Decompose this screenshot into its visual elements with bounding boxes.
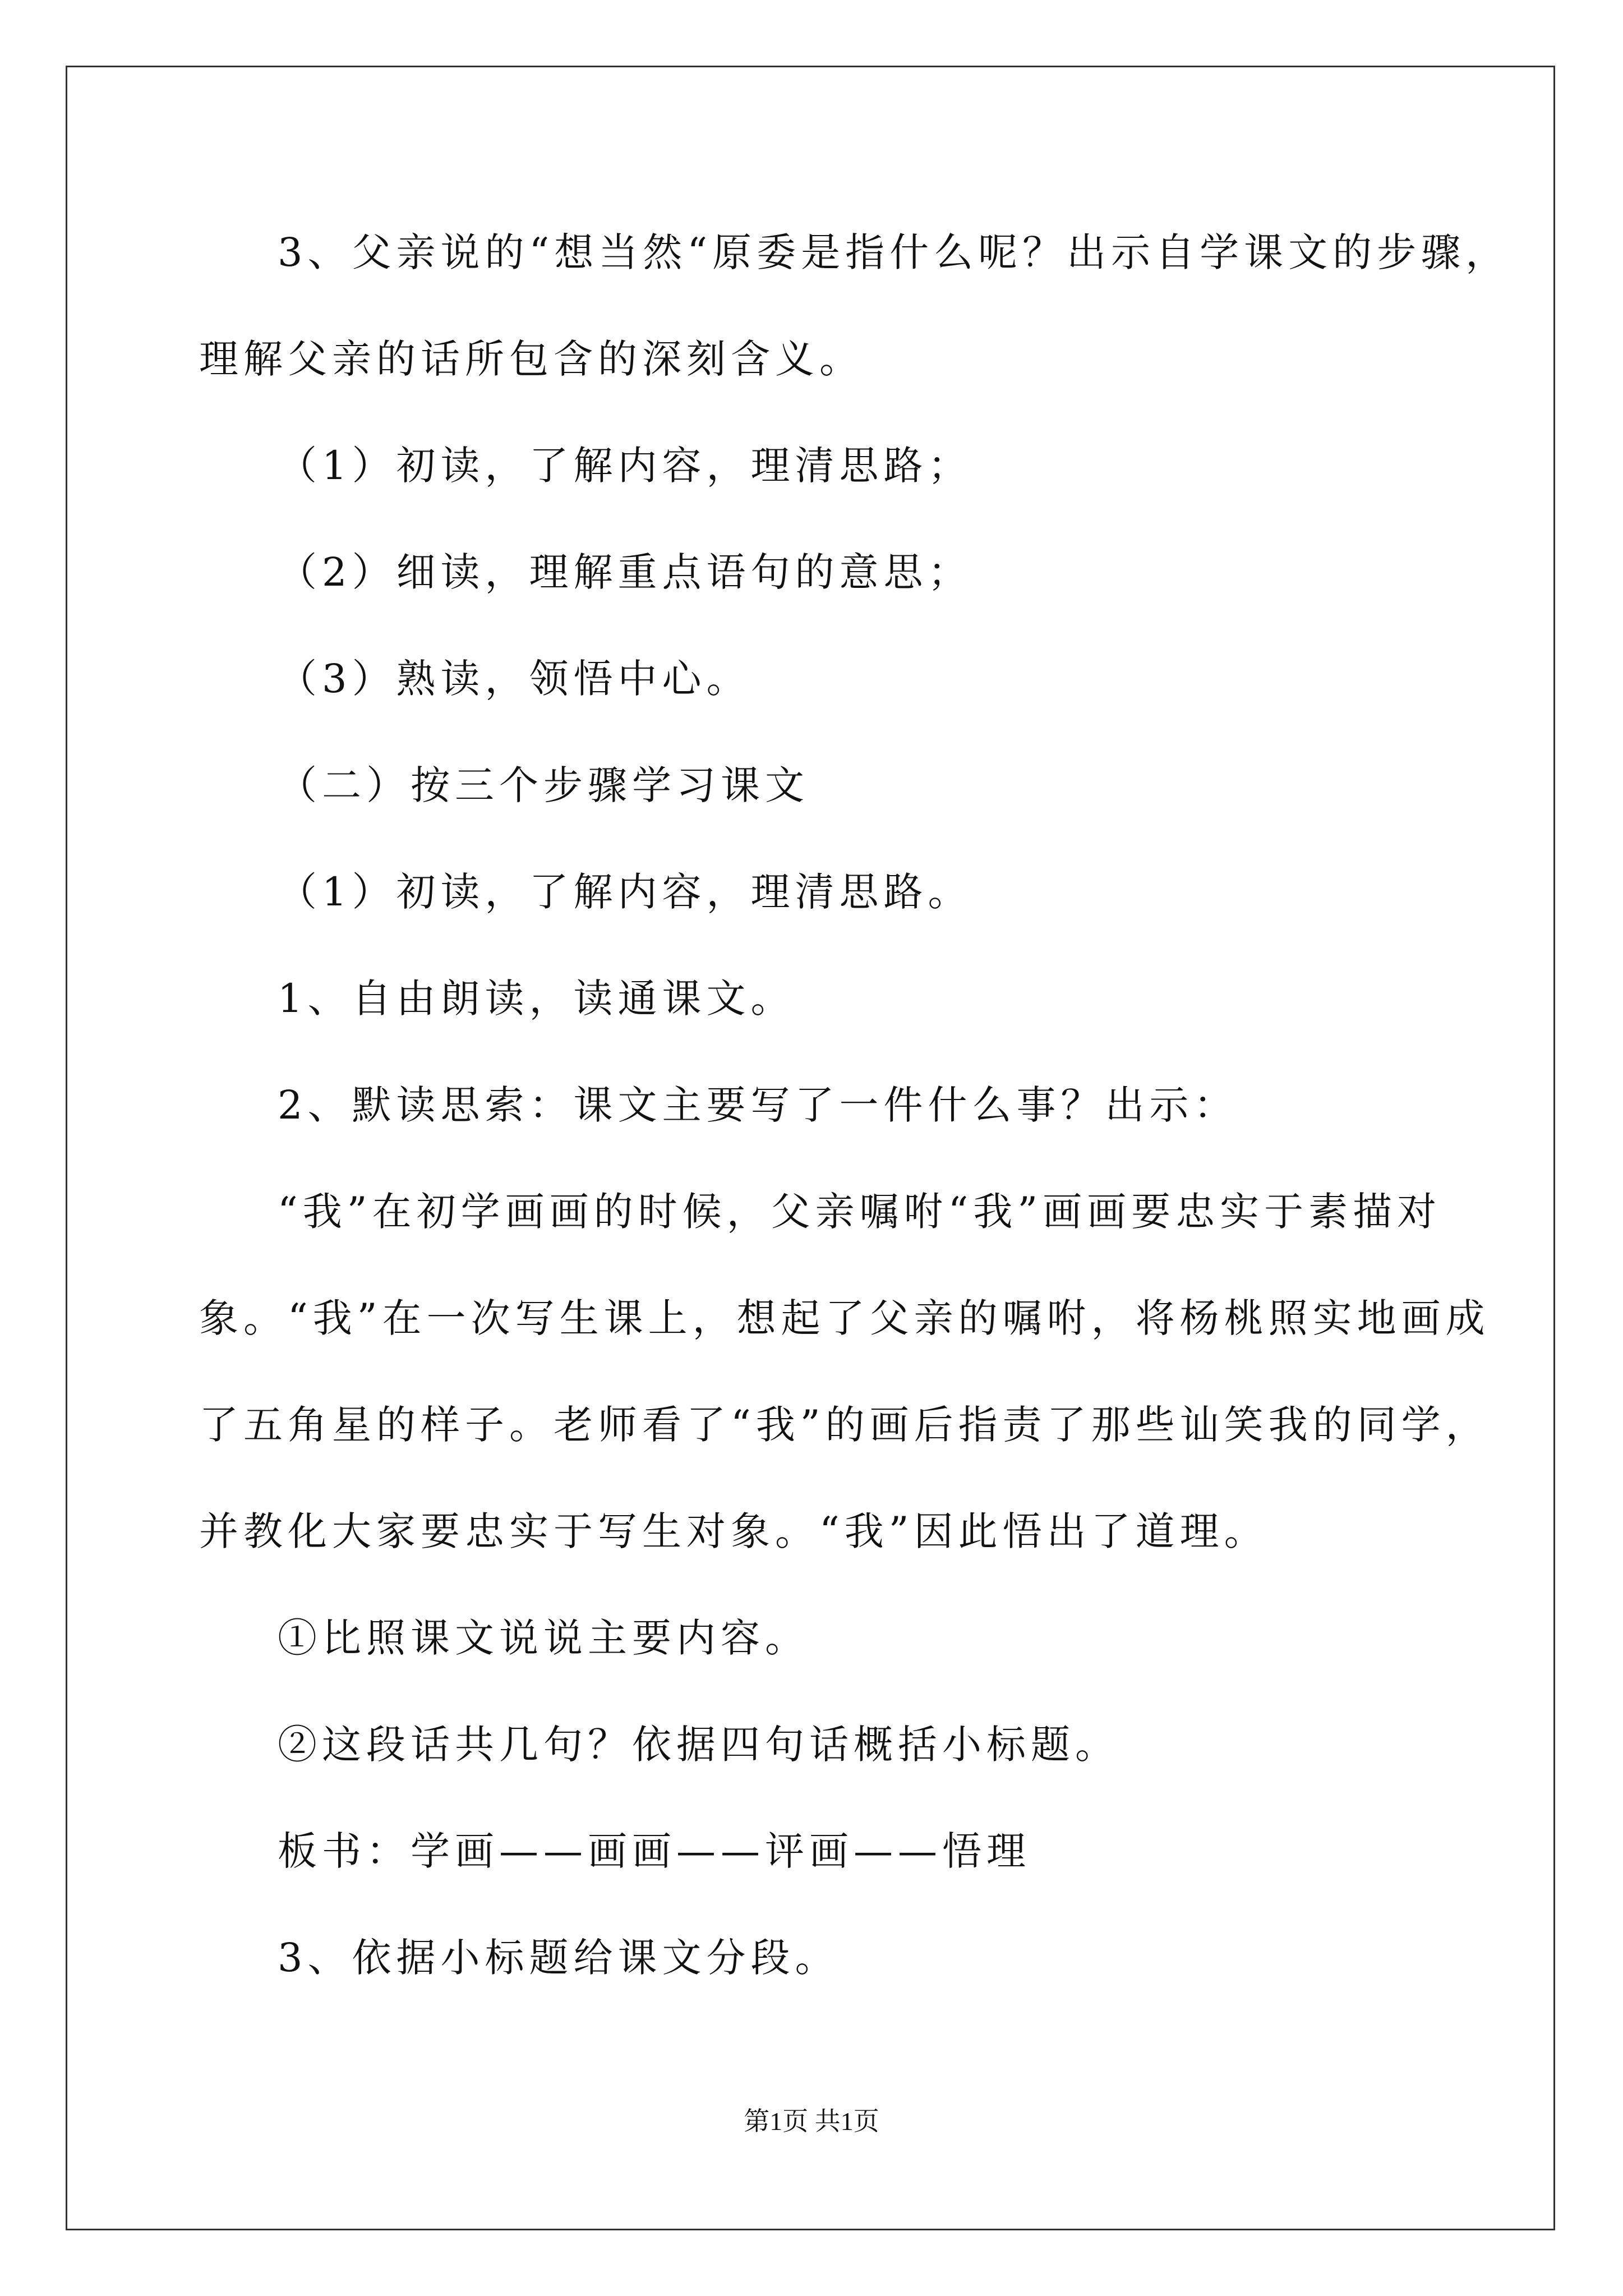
paragraph-line: “我”在初学画画的时候，父亲嘱咐“我”画画要忠实于素描对 (278, 1189, 1442, 1235)
paragraph-line: （1）初读，了解内容，理清思路。 (278, 869, 972, 915)
paragraph-line: 理解父亲的话所包含的深刻含义。 (199, 336, 864, 382)
section-heading: （二）按三个步骤学习课文 (278, 762, 809, 808)
paragraph-line: （1）初读，了解内容，理清思路； (278, 443, 972, 489)
paragraph-line: 1、自由朗读，读通课文。 (278, 976, 795, 1022)
paragraph-line: 3、依据小标题给课文分段。 (278, 1935, 840, 1981)
paragraph-line: ①比照课文说说主要内容。 (278, 1615, 809, 1661)
page-border (66, 66, 1555, 2230)
paragraph-line: 3、父亲说的“想当然“原委是指什么呢？出示自学课文的步骤， (278, 229, 1510, 275)
paragraph-line: 并教化大家要忠实于写生对象。“我”因此悟出了道理。 (199, 1508, 1269, 1554)
paragraph-line: ②这段话共几句？依据四句话概括小标题。 (278, 1722, 1119, 1768)
page-number-footer: 第1页 共1页 (744, 2107, 879, 2136)
paragraph-line: 象。“我”在一次写生课上，想起了父亲的嘱咐，将杨桃照实地画成 (199, 1295, 1490, 1341)
paragraph-line: （2）细读，理解重点语句的意思； (278, 549, 972, 595)
paragraph-line: 2、默读思索：课文主要写了一件什么事？出示： (278, 1082, 1238, 1128)
board-writing-line: 板书：学画——画画——评画——悟理 (278, 1828, 1031, 1874)
paragraph-line: 了五角星的样子。老师看了“我”的画后指责了那些讪笑我的同学， (199, 1402, 1490, 1448)
paragraph-line: （3）熟读，领悟中心。 (278, 656, 751, 702)
